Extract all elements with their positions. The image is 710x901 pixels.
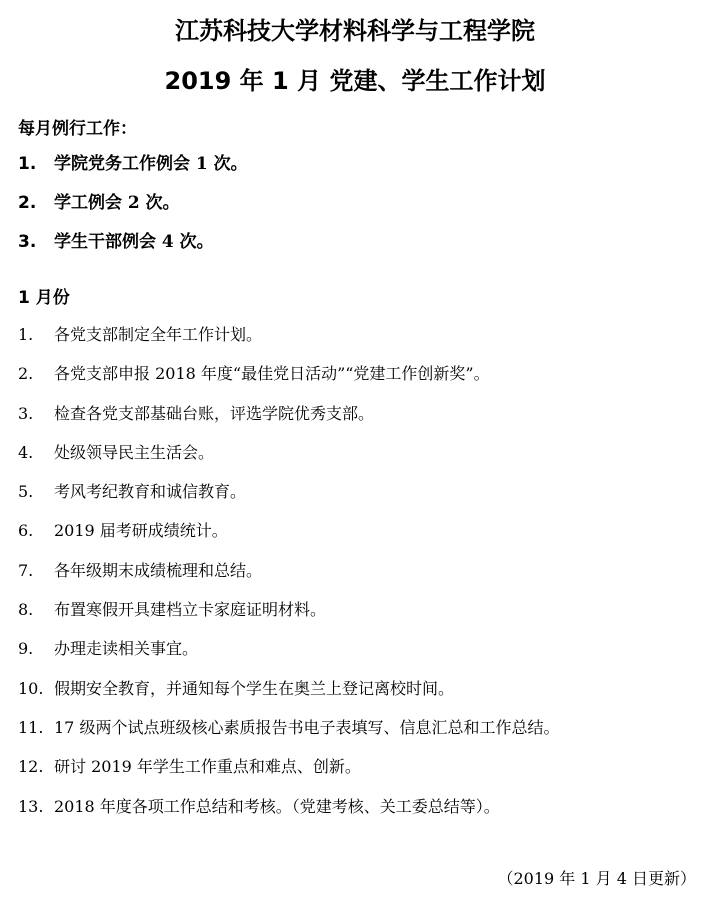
item-number: 4. — [18, 442, 34, 462]
list-item — [18, 228, 248, 267]
list-item — [18, 439, 559, 478]
january-heading: 1 月份 — [18, 288, 70, 308]
item-text: 2019 届考研成绩统计。 — [54, 521, 228, 541]
item-text: 学院党务工作例会 1 次。 — [54, 154, 248, 174]
item-number: 3. — [18, 403, 34, 423]
item-number: 6. — [18, 521, 34, 541]
list-item — [18, 150, 248, 189]
item-text: 考风考纪教育和诚信教育。 — [54, 482, 247, 502]
update-date-note: （2019 年 1 月 4 日更新） — [497, 869, 696, 888]
list-item — [18, 714, 559, 753]
list-item — [18, 360, 559, 399]
item-number: 13. — [18, 796, 44, 816]
item-number: 2. — [18, 364, 34, 384]
item-text: 各党支部制定全年工作计划。 — [54, 325, 263, 344]
item-number: 8. — [18, 600, 34, 620]
monthly-routine-heading: 每月例行工作： — [18, 119, 137, 139]
item-text: 办理走读相关事宜。 — [54, 639, 199, 659]
item-text: 假期安全教育，并通知每个学生在奥兰上登记离校时间。 — [54, 678, 455, 698]
item-number: 7. — [18, 560, 34, 580]
list-item — [18, 189, 248, 228]
list-item — [18, 400, 559, 439]
item-text: 2018 年度各项工作总结和考核。（党建考核、关工委总结等）。 — [54, 796, 500, 816]
list-item — [18, 517, 559, 556]
item-text: 学工例会 2 次。 — [54, 193, 180, 213]
item-text: 各年级期末成绩梳理和总结。 — [54, 560, 263, 580]
item-text: 研讨 2019 年学生工作重点和难点、创新。 — [54, 757, 361, 777]
list-item — [18, 635, 559, 674]
item-text: 学生干部例会 4 次。 — [54, 232, 214, 252]
list-item — [18, 675, 559, 714]
item-number: 11. — [18, 717, 44, 737]
item-number: 12. — [18, 757, 44, 777]
item-number: 1. — [18, 325, 34, 344]
list-item — [18, 753, 559, 792]
monthly-routine-list — [18, 150, 248, 267]
document-subtitle: 2019 年 1 月 党建、学生工作计划 — [164, 67, 546, 95]
list-item — [18, 478, 559, 517]
item-text: 17 级两个试点班级核心素质报告书电子表填写、信息汇总和工作总结。 — [54, 717, 560, 737]
list-item — [18, 793, 559, 832]
item-number: 9. — [18, 639, 34, 659]
item-text: 检查各党支部基础台账，评选学院优秀支部。 — [54, 403, 375, 423]
list-item — [18, 596, 559, 635]
january-task-list — [18, 321, 559, 832]
item-number: 10. — [18, 678, 44, 698]
item-number: 2. — [18, 193, 37, 213]
item-number: 3. — [18, 232, 37, 252]
item-text: 布置寒假开具建档立卡家庭证明材料。 — [54, 600, 327, 620]
item-text: 各党支部申报 2018 年度“最佳党日活动”“党建工作创新奖”。 — [54, 364, 490, 384]
list-item — [18, 557, 559, 596]
list-item — [18, 321, 559, 360]
document-title: 江苏科技大学材料科学与工程学院 — [175, 17, 535, 45]
item-number: 5. — [18, 482, 34, 502]
item-text: 处级领导民主生活会。 — [54, 442, 215, 462]
item-number: 1. — [18, 154, 37, 174]
